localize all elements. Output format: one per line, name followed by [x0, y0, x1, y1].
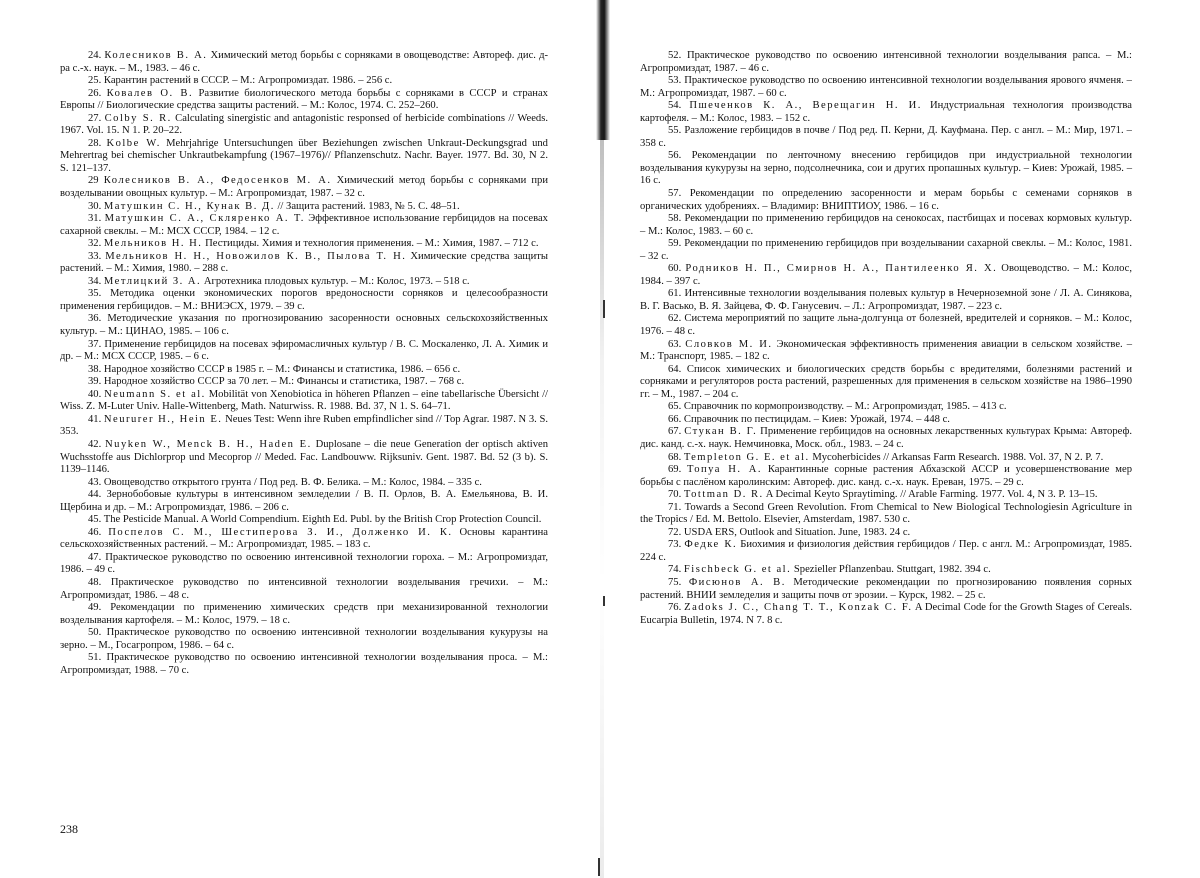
- reference-number: 30.: [88, 200, 102, 212]
- reference-number: 34.: [88, 275, 102, 287]
- reference-entry: [60, 627, 548, 652]
- reference-entry: [640, 339, 1132, 364]
- reference-text: Справочник по кормопроизводству. – М.: Агропромиздат, 1985. – 413 с.: [683, 401, 1007, 413]
- reference-entry: [60, 113, 548, 138]
- reference-text: The Pesticide Manual. A World Compendium. Eighth Ed. Publ. by the British Crop Protection Council.: [103, 514, 542, 526]
- reference-number: 56.: [668, 150, 682, 162]
- reference-entry: [640, 502, 1132, 527]
- gutter-mark: [603, 596, 605, 606]
- reference-text: Практическое руководство по освоению интенсивной технологии возделывания рапса. – М.: Агропромиздат, 1987. – 46 с.: [640, 50, 1132, 74]
- reference-author: Метлицкий З. А.: [103, 275, 202, 287]
- reference-entry: [640, 263, 1132, 288]
- reference-text: Применение гербицидов на основных лекарственных культурах Крыма: Автореф. дис. канд. с.-х. наук. Немчиновка, Моск. обл., 1983. – 24 с.: [640, 426, 1132, 450]
- reference-number: 75.: [668, 576, 682, 588]
- reference-entry: [60, 138, 548, 176]
- reference-number: 31.: [88, 213, 102, 225]
- reference-text: A Decimal Code for the Growth Stages of Cereals. Eucarpia Bulletin, 1974. N 7. 8 с.: [640, 602, 1132, 626]
- reference-text: Рекомендации по определению засоренности и мерам борьбы с семенами сорняков в органических удобрениях. – Владимир: ВНИПТИОУ, 1986. – 16 с.: [640, 188, 1132, 212]
- reference-text: Mycoherbicides // Arkansas Farm Research. 1988. Vol. 37, N 2. P. 7.: [812, 451, 1104, 463]
- reference-entry: [60, 238, 548, 251]
- reference-number: 63.: [668, 338, 682, 350]
- reference-author: Матушкин С. А., Скляренко А. Т.: [104, 213, 305, 225]
- reference-text: Пестициды. Химия и технология применения. – М.: Химия, 1987. – 712 с.: [205, 238, 539, 250]
- reference-number: 45.: [88, 514, 102, 526]
- reference-text: Mehrjahrige Untersuchungen über Beziehungen zwischen Unkraut-Deckungsgrad und Mehrertrag bei chemischer Unkrautbekampfung (1967–1976)// Pflanzenschutz. Nachr. Bayer. 1977. Bd. 30, N 2. S. 121–137.: [60, 137, 548, 174]
- reference-text: Химические средства защиты растений. – М.: Химия, 1980. – 288 с.: [60, 250, 548, 275]
- reference-text: Овощеводство. – М.: Колос, 1984. – 397 с.: [640, 263, 1132, 287]
- reference-number: 58.: [668, 213, 682, 225]
- reference-text: Эффективное использование гербицидов на посевах сахарной свеклы. – М.: МСХ СССР, 1984. – 12 с.: [60, 213, 548, 237]
- reference-number: 38.: [88, 363, 102, 375]
- reference-entry: [640, 150, 1132, 188]
- reference-entry: [60, 201, 548, 214]
- reference-entry: [640, 100, 1132, 125]
- book-gutter-line: [600, 140, 604, 878]
- reference-entry: [640, 452, 1132, 465]
- reference-entry: [60, 376, 548, 389]
- reference-number: 74.: [668, 564, 682, 576]
- reference-text: Система мероприятий по защите льна-долгунца от болезней, вредителей и сорняков. – М.: Колос, 1976. – 48 с.: [640, 313, 1132, 338]
- reference-text: Экономическая эффективность применения авиации в сельском хозяйстве. – М.: Транспорт, 1985. – 182 с.: [640, 338, 1133, 363]
- reference-number: 28.: [88, 137, 102, 149]
- reference-author: Tottman D. R.: [683, 489, 764, 501]
- reference-number: 65.: [668, 401, 682, 413]
- reference-author: Поспелов С. М., Шестиперова З. И., Долженко И. К.: [108, 526, 453, 538]
- reference-entry: [640, 313, 1132, 338]
- reference-author: Ковалев О. В.: [106, 87, 194, 99]
- reference-number: 47.: [88, 551, 102, 563]
- reference-number: 62.: [668, 313, 682, 325]
- reference-text: Calculating sinergistic and antagonistic responsed of herbicide combinations // Weeds. 1967. Vol. 15. N 1. P. 20–22.: [60, 112, 548, 137]
- reference-number: 35.: [88, 288, 102, 300]
- reference-author: Матушкин С. Н., Кунак В. Д.: [103, 200, 275, 212]
- reference-author: Фисюнов А. В.: [688, 576, 786, 588]
- reference-author: Fischbeck G. et al.: [683, 564, 792, 576]
- reference-entry: [640, 602, 1132, 627]
- reference-entry: [60, 439, 548, 477]
- right-page-references: [640, 50, 1132, 627]
- reference-number: 49.: [88, 602, 102, 614]
- reference-text: Карантин растений в СССР. – М.: Агропромиздат. 1986. – 256 с.: [103, 75, 393, 87]
- reference-author: Стукан В. Г.: [684, 426, 758, 438]
- left-page-references: [60, 50, 548, 677]
- reference-text: Индустриальная технология производства картофеля. – М.: Колос, 1983. – 152 с.: [640, 100, 1132, 124]
- reference-number: 69.: [668, 464, 682, 476]
- reference-text: Зернобобовые культуры в интенсивном земледелии / В. П. Орлов, В. А. Емельянова, В. И. Щербина и др. – М.: Агропромиздат, 1986. – 206 с.: [60, 489, 548, 513]
- reference-author: Мельников Н. Н., Новожилов К. В., Пылова Т. Н.: [105, 250, 407, 262]
- reference-number: 53.: [668, 75, 682, 87]
- reference-entry: [60, 313, 548, 338]
- reference-text: Методические указания по прогнозированию засоренности основных сельскохозяйственных культур. – М.: ЦИНАО, 1985. – 106 с.: [60, 313, 548, 338]
- reference-number: 71.: [668, 501, 682, 513]
- reference-text: Овощеводство открытого грунта / Под ред. В. Ф. Белика. – М.: Колос, 1984. – 335 с.: [103, 476, 482, 488]
- reference-author: Nuyken W., Menck B. H., Haden E.: [105, 438, 312, 450]
- reference-entry: [60, 339, 548, 364]
- reference-text: Разложение гербицидов в почве / Под ред. П. Керни, Д. Кауфмана. Пер. с англ. – М.: Мир, 1971. – 358 с.: [640, 125, 1132, 149]
- reference-entry: [640, 364, 1132, 402]
- reference-author: Мельников Н. Н.: [103, 238, 203, 250]
- reference-number: 59.: [668, 238, 682, 250]
- reference-entry: [60, 50, 548, 75]
- reference-entry: [640, 527, 1132, 540]
- reference-entry: [640, 539, 1132, 564]
- reference-text: Практическое руководство по освоению интенсивной технологии возделывания кукурузы на зерно. – М., Госагропром, 1986. – 64 с.: [60, 627, 549, 651]
- reference-number: 57.: [668, 188, 682, 200]
- reference-entry: [60, 414, 548, 439]
- reference-author: Родников Н. П., Смирнов Н. А., Пантилеенко Я. Х.: [685, 263, 998, 275]
- reference-text: Рекомендации по применению гербицидов на сенокосах, пастбищах и посевах кормовых культур. – М.: Колос, 1983. – 60 с.: [640, 213, 1132, 237]
- reference-text: A Decimal Keyto Spraytiming. // Arable Farming. 1977. Vol. 4, N 3. P. 13–15.: [765, 489, 1098, 501]
- reference-number: 50.: [88, 627, 102, 639]
- reference-entry: [60, 527, 548, 552]
- reference-number: 54.: [668, 100, 682, 112]
- reference-number: 27.: [88, 112, 102, 124]
- page-number: 238: [60, 822, 78, 836]
- reference-text: Рекомендации по применению химических средств при механизированной технологии возделывания картофеля. – М.: Колос, 1979. – 18 с.: [60, 602, 548, 626]
- reference-author: Пшеченков К. А., Верещагин Н. И.: [689, 100, 922, 112]
- reference-text: Химический метод борьбы с сорняками при возделывании овощных культур. – М.: Агропромиздат, 1987. – 32 с.: [60, 175, 548, 200]
- reference-author: Colby S. R.: [104, 112, 172, 124]
- reference-text: Агротехника плодовых культур. – М.: Колос, 1973. – 518 с.: [203, 275, 470, 287]
- reference-text: Практическое руководство по освоению интенсивной технологии возделывания проса. – М.: Агропромиздат, 1988. – 70 с.: [60, 652, 548, 676]
- reference-text: Основы карантина сельскохозяйственных растений. – М.: Агропромиздат, 1985. – 183 с.: [60, 526, 548, 551]
- reference-number: 41.: [88, 413, 102, 425]
- reference-number: 32.: [88, 238, 102, 250]
- reference-number: 43.: [88, 476, 102, 488]
- reference-text: Развитие биологического метода борьбы с сорняками в СССР и странах Европы // Биологические средства защиты растений. – М.: Колос, 1974. С. 252–260.: [60, 87, 548, 112]
- reference-entry: [60, 514, 548, 527]
- reference-text: Карантинные сорные растения Абхазской АССР и усовершенствование мер борьбы с паслёном каролинским: Автореф. дис. канд. с.-х. наук. Ереван, 1975. – 29 с.: [640, 464, 1133, 488]
- reference-author: Kolbe W.: [106, 137, 161, 149]
- reference-entry: [60, 276, 548, 289]
- book-gutter-shadow: [596, 0, 610, 140]
- reference-entry: [640, 188, 1132, 213]
- reference-text: Практическое руководство по освоению интенсивной технологии возделывания ярового ячменя. – М.: Агропромиздат, 1987. – 60 с.: [640, 75, 1132, 99]
- reference-text: Справочник по пестицидам. – Киев: Урожай, 1974. – 448 с.: [683, 413, 950, 425]
- reference-entry: [60, 577, 548, 602]
- reference-text: Биохимия и физиология действия гербицидов / Пер. с англ. М.: Агропромиздат, 1985. 224 с.: [640, 539, 1132, 563]
- reference-author: Колесников В. А., Федосенков М. А.: [103, 175, 332, 187]
- reference-author: Словков М. И.: [685, 338, 773, 350]
- reference-text: Применение гербицидов на посевах эфиромасличных культур / В. С. Москаленко, Л. А. Химик и др. – М.: МСХ СССР, 1985. – 6 с.: [60, 338, 549, 363]
- reference-entry: [60, 88, 548, 113]
- reference-number: 40.: [88, 388, 102, 400]
- reference-number: 67.: [668, 426, 682, 438]
- reference-number: 25.: [88, 75, 102, 87]
- reference-entry: [640, 426, 1132, 451]
- reference-number: 33.: [88, 250, 102, 262]
- reference-number: 60.: [668, 263, 682, 275]
- reference-number: 46.: [88, 526, 102, 538]
- reference-number: 52.: [668, 50, 682, 61]
- reference-number: 36.: [88, 313, 102, 325]
- reference-number: 55.: [668, 125, 682, 137]
- reference-number: 37.: [88, 338, 102, 350]
- reference-entry: [60, 213, 548, 238]
- reference-number: 39.: [88, 376, 102, 388]
- gutter-mark: [603, 300, 605, 318]
- reference-entry: [60, 602, 548, 627]
- reference-text: Методические рекомендации по прогнозированию появления сорных растений. ВНИИ земледелия и защиты почв от эрозии. – Курск, 1982. – 25 с.: [640, 576, 1132, 601]
- reference-text: Народное хозяйство СССР в 1985 г. – М.: Финансы и статистика, 1986. – 656 с.: [103, 363, 461, 375]
- reference-author: Templeton G. E. et al.: [683, 451, 810, 463]
- reference-number: 26.: [88, 87, 102, 99]
- reference-author: Neururer H., Hein E.: [103, 413, 223, 425]
- reference-entry: [640, 125, 1132, 150]
- reference-text: USDA ERS, Outlook and Situation. June, 1983. 24 с.: [683, 526, 911, 538]
- reference-number: 48.: [88, 576, 102, 588]
- reference-text: // Защита растений. 1983, № 5. С. 48–51.: [277, 200, 460, 212]
- reference-entry: [640, 564, 1132, 577]
- reference-entry: [60, 552, 548, 577]
- reference-entry: [60, 489, 548, 514]
- reference-author: Колесников В. А.: [104, 50, 208, 61]
- reference-text: Spezieller Pflanzenbau. Stuttgart, 1982. 394 с.: [793, 564, 991, 576]
- reference-number: 42.: [88, 438, 102, 450]
- reference-text: Химический метод борьбы с сорняками в овощеводстве: Автореф. дис. д-ра с.-х. наук. – М., 1983. – 46 с.: [60, 50, 548, 74]
- reference-text: Список химических и биологических средств борьбы с вредителями, болезнями растений и сорняками и регуляторов роста растений, разрешенных для применения в сельском хозяйстве на 1986–1990 гг. – М., 1987. – 204 с.: [640, 363, 1132, 400]
- reference-author: Топуа Н. А.: [687, 464, 763, 476]
- reference-entry: [60, 652, 548, 677]
- reference-author: Neumann S. et al.: [104, 388, 206, 400]
- reference-entry: [60, 477, 548, 490]
- reference-entry: [60, 364, 548, 377]
- reference-number: 44.: [88, 489, 102, 501]
- reference-entry: [60, 251, 548, 276]
- reference-text: Интенсивные технологии возделывания полевых культур в Нечерноземной зоне / Л. А. Синякова, В. Г. Васько, В. Я. Зайцева, Ф. Ф. Ганусевич. – Л.: Агропромиздат, 1987. – 223 с.: [640, 288, 1132, 312]
- reference-entry: [640, 464, 1132, 489]
- reference-number: 64.: [668, 363, 682, 375]
- reference-entry: [60, 288, 548, 313]
- reference-number: 70.: [668, 489, 682, 501]
- reference-author: Zadoks J. C., Chang T. T., Konzak C. F.: [684, 602, 913, 614]
- reference-number: 73.: [668, 539, 682, 551]
- reference-author: Федке К.: [684, 539, 738, 551]
- reference-text: Neues Test: Wenn ihre Ruben empfindlicher sind // Top Agrar. 1987. N 3. S. 353.: [60, 413, 548, 438]
- reference-entry: [640, 489, 1132, 502]
- reference-text: Рекомендации по применению гербицидов при возделывании сахарной свеклы. – М.: Колос, 1981. – 32 с.: [640, 238, 1133, 262]
- reference-entry: [640, 75, 1132, 100]
- reference-entry: [640, 414, 1132, 427]
- reference-number: 61.: [668, 288, 682, 300]
- reference-text: Рекомендации по ленточному внесению гербицидов при индустриальной технологии возделывания кукурузы на зерно, подсолнечника, сои и других пропашных культур. – Киев: Урожай, 1985. – 16 с.: [640, 150, 1132, 187]
- reference-entry: [640, 288, 1132, 313]
- reference-entry: [60, 175, 548, 200]
- reference-number: 76.: [668, 602, 682, 614]
- reference-text: Towards a Second Green Revolution. From Chemical to New Biological Technologiesin Agriculture in the Tropics / Ed. M. Bettolo. Elsevier, Amsterdam, 1987. 530 с.: [640, 501, 1132, 526]
- reference-number: 68.: [668, 451, 682, 463]
- reference-entry: [60, 389, 548, 414]
- reference-text: Практическое руководство по освоению интенсивной технологии гороха. – М.: Агропромиздат, 1986. – 49 с.: [60, 551, 548, 576]
- reference-entry: [640, 401, 1132, 414]
- reference-entry: [640, 213, 1132, 238]
- reference-number: 29: [88, 175, 99, 187]
- reference-text: Методика оценки экономических порогов вредоносности сорняков и целесообразности применения гербицидов. – М.: ВНИЭСХ, 1979. – 39 с.: [60, 288, 548, 312]
- reference-number: 24.: [88, 50, 102, 61]
- reference-number: 51.: [88, 652, 102, 664]
- reference-number: 72.: [668, 526, 682, 538]
- gutter-mark: [598, 858, 600, 876]
- reference-text: Duplosane – die neue Generation der optisch aktiven Wuchsstoffe aus Dichlorprop und Mecoprop // Meded. Fac. Landbouww. Rijksuniv. Gent. 1987. Bd. 52 (3 b). S. 1139–1146.: [60, 438, 548, 476]
- reference-number: 66.: [668, 413, 682, 425]
- reference-text: Народное хозяйство СССР за 70 лет. – М.: Финансы и статистика, 1987. – 768 с.: [103, 376, 465, 388]
- reference-text: Практическое руководство по интенсивной технологии возделывания гречихи. – М.: Агропромиздат, 1986. – 48 с.: [60, 576, 548, 601]
- reference-text: Mobilität von Xenobiotica in höheren Pflanzen – eine tabellarische Übersicht // Wiss. Z. M-Luter Univ. Halle-Wittenberg, Math. Naturwiss. R. 1988. Bd. 37, N 1. S. 64–71.: [60, 388, 548, 413]
- reference-entry: [640, 50, 1132, 75]
- reference-entry: [640, 577, 1132, 602]
- reference-entry: [640, 238, 1132, 263]
- reference-entry: [60, 75, 548, 88]
